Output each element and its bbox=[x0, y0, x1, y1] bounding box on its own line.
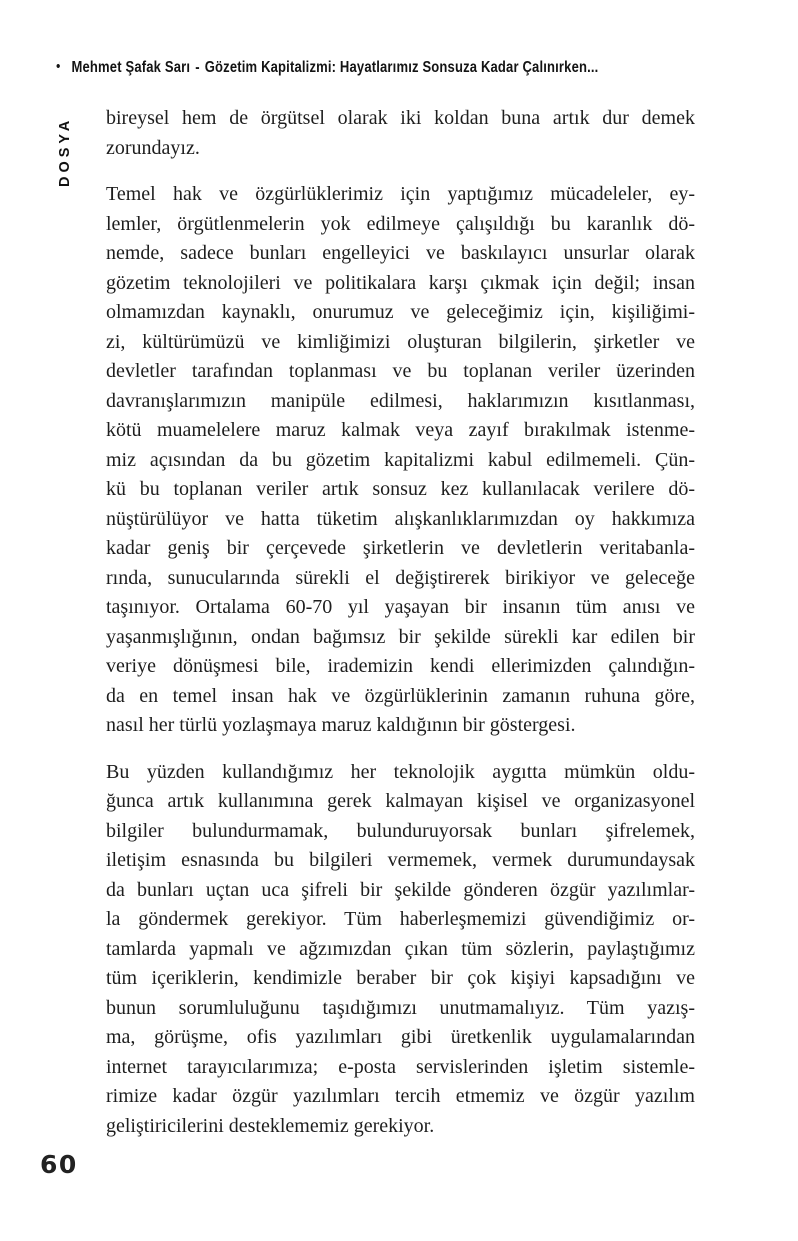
text-line: gözetim teknolojileri ve politikalara karşı çıkmak için değil; insan bbox=[106, 271, 695, 294]
text-line: lemler, örgütlenmelerin yok edilmeye çalışıldığı bu karanlık dö- bbox=[106, 212, 695, 235]
text-line: ma, görüşme, ofis yazılımları gibi üretkenlik uygulamalarından bbox=[106, 1026, 695, 1048]
text-line: tamlarda yapmalı ve ağzımızdan çıkan tüm sözlerin, paylaştığımız bbox=[106, 937, 695, 960]
header-separator: - bbox=[195, 59, 200, 76]
body-text bbox=[106, 104, 695, 1158]
text-line: kötü muamelelere maruz kalmak veya zayıf bırakılmak istenme- bbox=[106, 419, 695, 441]
text-line: zorundayız. bbox=[106, 136, 200, 159]
running-header bbox=[56, 59, 598, 77]
paragraph bbox=[106, 180, 695, 741]
section-label-dosya: DOSYA bbox=[57, 116, 73, 187]
text-line: olmamızdan kaynaklı, onurumuz ve geleceğimiz için, kişiliğimi- bbox=[106, 301, 695, 323]
text-line: Temel hak ve özgürlüklerimiz için yaptığımız mücadeleler, ey- bbox=[106, 183, 695, 205]
text-line: miz açısından da bu gözetim kapitalizmi kabul edilmemeli. Çün- bbox=[106, 448, 695, 471]
text-line: rimize kadar özgür yazılımları tercih etmemiz ve özgür yazılım bbox=[106, 1085, 695, 1107]
header-book-title: Gözetim Kapitalizmi: Hayatlarımız Sonsuza Kadar Çalınırken... bbox=[204, 59, 599, 76]
text-line: rında, sunucularında sürekli el değiştirerek birikiyor ve geleceğe bbox=[106, 566, 695, 589]
text-line: kadar geniş bir çerçevede şirketlerin ve devletlerin veritabanla- bbox=[106, 537, 695, 559]
text-line: nemde, sadece bunları engelleyici ve baskılayıcı unsurlar olarak bbox=[106, 242, 695, 264]
paragraph bbox=[106, 758, 695, 1142]
text-line: da bunları uçtan uca şifreli bir şekilde gönderen özgür yazılımlar- bbox=[106, 878, 695, 901]
page-number: 60 bbox=[40, 1150, 78, 1179]
text-line: ğunca artık kullanımına gerek kalmayan kişisel ve organizasyonel bbox=[106, 790, 695, 812]
text-line: nüştürülüyor ve hatta tüketim alışkanlıklarımızdan oy hakkımıza bbox=[106, 507, 695, 530]
text-line: internet tarayıcılarımıza; e-posta servislerinden işletim sistemle- bbox=[106, 1055, 695, 1078]
text-line: bilgiler bulundurmamak, bulunduruyorsak bunları şifrelemek, bbox=[106, 819, 695, 842]
text-line: davranışlarımızın manipüle edilmesi, haklarımızın kısıtlanması, bbox=[106, 389, 695, 412]
header-bullet-icon: • bbox=[56, 58, 61, 75]
text-line: da en temel insan hak ve özgürlüklerinin zamanın ruhuna göre, bbox=[106, 684, 695, 707]
text-line: tüm içeriklerin, kendimizle beraber bir çok kişiyi kapsadığını ve bbox=[106, 967, 695, 989]
header-author-name: Mehmet Şafak Sarı bbox=[71, 59, 191, 76]
paragraph bbox=[106, 104, 695, 163]
text-line: yaşanmışlığının, ondan bağımsız bir şekilde sürekli kar edilen bir bbox=[106, 625, 695, 648]
text-line: iletişim esnasında bu bilgileri vermemek, vermek durumundaysak bbox=[106, 849, 695, 871]
text-line: la göndermek gerekiyor. Tüm haberleşmemizi güvendiğimiz or- bbox=[106, 908, 695, 930]
text-line: devletler tarafından toplanması ve bu toplanan veriler üzerinden bbox=[106, 360, 695, 382]
text-line: kü bu toplanan veriler artık sonsuz kez kullanılacak verilere dö- bbox=[106, 478, 695, 500]
text-line: nasıl her türlü yozlaşmaya maruz kaldığının bir göstergesi. bbox=[106, 714, 576, 736]
text-line: zi, kültürümüzü ve kimliğimizi oluşturan bilgilerin, şirketler ve bbox=[106, 330, 695, 353]
text-line: bunun sorumluluğunu taşıdığımızı unutmamalıyız. Tüm yazış- bbox=[106, 996, 695, 1019]
text-line: Bu yüzden kullandığımız her teknolojik aygıtta mümkün oldu- bbox=[106, 760, 695, 783]
text-line: bireysel hem de örgütsel olarak iki koldan buna artık dur demek bbox=[106, 107, 695, 129]
text-line: geliştiricilerini desteklememiz gerekiyor. bbox=[106, 1114, 435, 1137]
text-line: veriye dönüşmesi bile, irademizin kendi ellerimizden çalındığın- bbox=[106, 655, 695, 677]
text-line: taşınıyor. Ortalama 60-70 yıl yaşayan bir insanın tüm anısı ve bbox=[106, 596, 695, 618]
